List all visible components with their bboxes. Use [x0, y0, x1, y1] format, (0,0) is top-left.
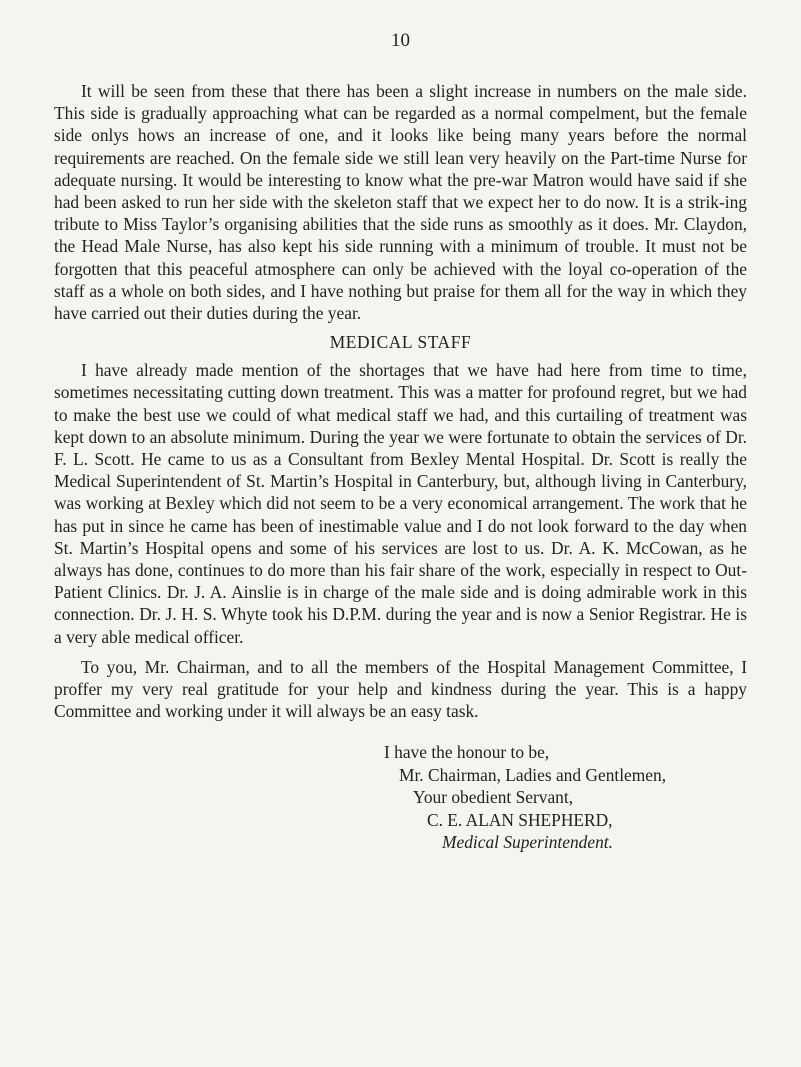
paragraph-gratitude: To you, Mr. Chairman, and to all the members of the Hospital Management Committee, I proffer my very real gratitude for your help and kindness during the year. This is a happy Committee and working under it will always be an easy task. — [54, 656, 747, 722]
signatory-title: Medical Superintendent. — [442, 832, 613, 853]
closing-line-honour: I have the honour to be, — [384, 742, 550, 763]
paragraph-medical-staff: I have already made mention of the shortages that we have had here from time to time, sometimes necessitating cutting down treatment. This was a matter for profound regret, but we had to make the best use we could of what medical staff we had, and this curtailing of treatment was kept down to an absolute minimum. During the year we were fortunate to obtain the services of Dr. F. L. Scott. He came to us as a Consultant from Bexley Mental Hospital. Dr. Scott is really the Medical Superintendent of St. Martin’s Hospital in Canterbury, but, although living in Canterbury, was working at Bexley which did not seem to be a very economical arrangement. The work that he has put in since he came has been of inestimable value and I do not look forward to the day when St. Martin’s Hospital opens and some of his services are lost to us. Dr. A. K. McCowan, as he always has done, continues to do more than his fair share of the work, especially in respect to Out-Patient Clinics. Dr. J. A. Ainslie is in charge of the male side and is doing admirable work in this connection. Dr. J. H. S. Whyte took his D.P.M. during the year and is now a Senior Registrar. He is a very able medical officer. — [54, 360, 747, 647]
closing-line-servant: Your obedient Servant, — [413, 787, 574, 808]
document-page — [54, 30, 747, 854]
signatory-name: C. E. ALAN SHEPHERD, — [427, 809, 613, 830]
paragraph-staffing-nursing: It will be seen from these that there has been a slight increase in numbers on the male side. This side is gradually approaching what can be regarded as a normal compelment, but the female side onlys hows an increase of one, and it looks like being many years before the normal requirements are reached. On the female side we still lean very heavily on the Part-time Nurse for adequate nursing. It would be interesting to know what the pre-war Matron would have said if she had been asked to run her side with the skeleton staff that we expect her to do now. It is a strik-ing tribute to Miss Taylor’s organising abilities that the side runs as smoothly as it does. Mr. Claydon, the Head Male Nurse, has also kept his side running with a minimum of trouble. It must not be forgotten that this peaceful atmosphere can only be achieved with the loyal co-operation of the staff as a whole on both sides, and I have nothing but praise for them all for the way in which they have carried out their duties during the year. — [54, 81, 747, 324]
section-heading-medical-staff: MEDICAL STAFF — [329, 332, 472, 353]
closing-line-salutation: Mr. Chairman, Ladies and Gentlemen, — [399, 764, 667, 785]
closing-signature-block — [54, 741, 747, 854]
page-number: 10 — [391, 30, 410, 51]
